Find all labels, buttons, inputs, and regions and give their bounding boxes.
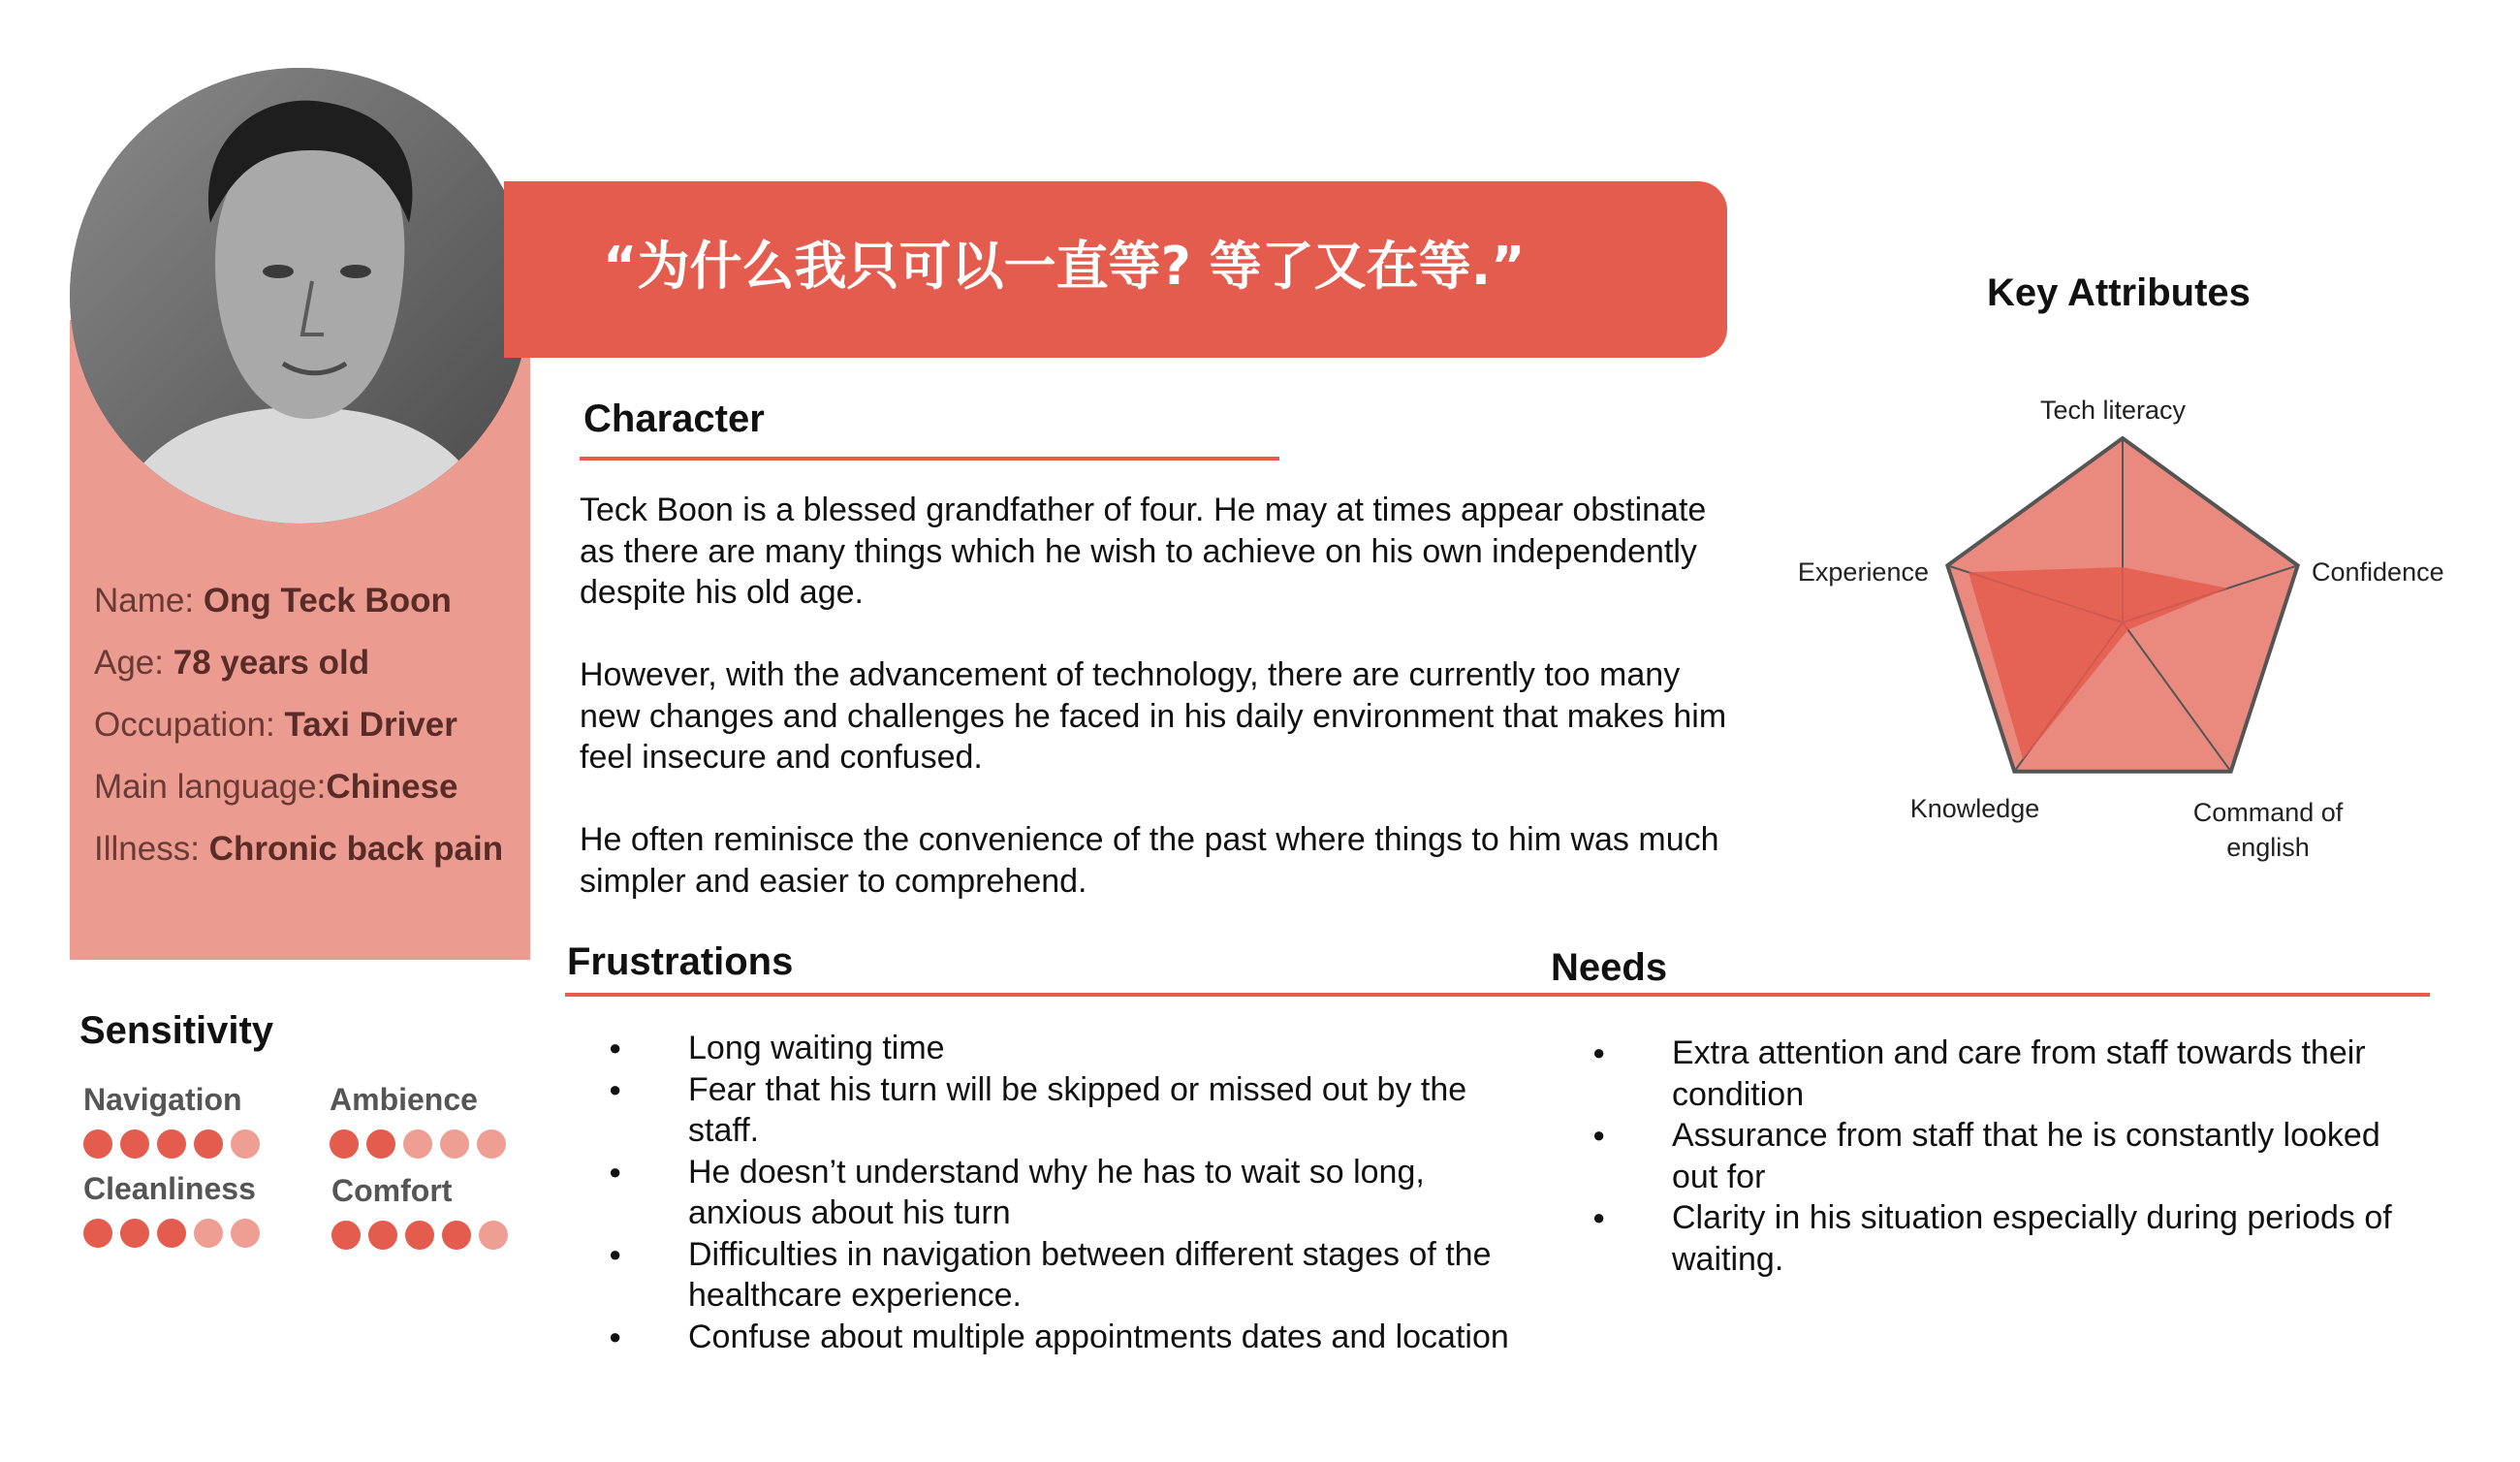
key-attributes-radar-chart xyxy=(1919,407,2365,805)
key-attributes-heading: Key Attributes xyxy=(1987,271,2251,314)
character-divider xyxy=(580,457,1279,461)
rating-dot-filled xyxy=(330,1129,359,1159)
radar-axis-label: Command of english xyxy=(2192,798,2344,862)
persona-photo-image xyxy=(70,68,530,524)
sensitivity-label: Navigation xyxy=(83,1082,242,1117)
list-item: ● Difficulties in navigation between different stages of the healthcare experience. xyxy=(609,1234,1520,1317)
profile-occupation: Occupation: Taxi Driver xyxy=(94,706,457,744)
radar-axis-label: Experience xyxy=(1797,557,1929,587)
sensitivity-ambience xyxy=(330,1082,506,1159)
needs-list xyxy=(1592,1033,2407,1280)
radar-axis-label: Confidence xyxy=(2312,557,2444,587)
frustrations-needs-divider xyxy=(565,993,2430,997)
persona-profile xyxy=(94,570,503,880)
rating-dot-empty xyxy=(403,1129,432,1159)
sensitivity-rating xyxy=(330,1129,506,1159)
rating-dot-filled xyxy=(120,1219,149,1248)
profile-illness: Illness: Chronic back pain xyxy=(94,830,504,868)
sensitivity-rating xyxy=(83,1129,260,1159)
radar-axis-label: Knowledge xyxy=(1909,794,2040,823)
rating-dot-filled xyxy=(157,1219,186,1248)
list-item: ● He doesn’t understand why he has to wait so long, anxious about his turn xyxy=(609,1152,1520,1234)
rating-dot-filled xyxy=(405,1221,434,1250)
sensitivity-label: Ambience xyxy=(330,1082,478,1117)
list-item: ● Extra attention and care from staff towards their condition xyxy=(1592,1033,2407,1115)
list-item: ● Assurance from staff that he is constantly looked out for xyxy=(1592,1115,2407,1197)
rating-dot-empty xyxy=(477,1129,506,1159)
rating-dot-empty xyxy=(231,1129,260,1159)
rating-dot-filled xyxy=(157,1129,186,1159)
frustrations-heading: Frustrations xyxy=(567,940,794,983)
character-paragraph: He often reminisce the convenience of the past where things to him was much simpler and easier to comprehend. xyxy=(580,821,1719,900)
rating-dot-filled xyxy=(366,1129,395,1159)
needs-heading: Needs xyxy=(1551,946,1668,989)
persona-photo xyxy=(70,68,530,524)
rating-dot-filled xyxy=(331,1221,361,1250)
character-description xyxy=(580,490,1743,943)
list-item: ● Confuse about multiple appointments dates and location xyxy=(609,1317,1520,1358)
sensitivity-heading: Sensitivity xyxy=(79,1009,274,1052)
rating-dot-filled xyxy=(83,1129,112,1159)
sensitivity-comfort xyxy=(331,1173,508,1250)
character-heading: Character xyxy=(583,397,765,440)
frustrations-list xyxy=(609,1028,1520,1357)
radar-axis-label: Tech literacy xyxy=(2039,396,2187,425)
rating-dot-filled xyxy=(442,1221,471,1250)
list-item: ● Fear that his turn will be skipped or missed out by the staff. xyxy=(609,1069,1520,1152)
rating-dot-empty xyxy=(231,1219,260,1248)
character-paragraph: Teck Boon is a blessed grandfather of four. He may at times appear obstinate as there are many things which he wish to achieve on his own independently despite his old age. xyxy=(580,492,1707,611)
rating-dot-filled xyxy=(194,1129,223,1159)
rating-dot-filled xyxy=(83,1219,112,1248)
character-paragraph: However, with the advancement of technology, there are currently too many new changes and challenges he faced in his daily environment that makes him feel insecure and confused. xyxy=(580,656,1727,776)
profile-age: Age: 78 years old xyxy=(94,644,370,682)
persona-quote: “为什么我只可以一直等? 等了又在等.” xyxy=(603,236,1526,297)
list-item: ● Clarity in his situation especially during periods of waiting. xyxy=(1592,1197,2407,1280)
sensitivity-label: Comfort xyxy=(331,1173,453,1208)
profile-main-language: Main language:Chinese xyxy=(94,768,458,806)
rating-dot-empty xyxy=(479,1221,508,1250)
sensitivity-rating xyxy=(83,1219,260,1248)
rating-dot-empty xyxy=(194,1219,223,1248)
rating-dot-empty xyxy=(440,1129,469,1159)
sensitivity-label: Cleanliness xyxy=(83,1171,256,1206)
rating-dot-filled xyxy=(368,1221,397,1250)
list-item: ● Long waiting time xyxy=(609,1028,1520,1069)
sensitivity-rating xyxy=(331,1221,508,1250)
sensitivity-cleanliness xyxy=(83,1171,260,1248)
profile-name: Name: Ong Teck Boon xyxy=(94,582,452,620)
sensitivity-navigation xyxy=(83,1082,260,1159)
rating-dot-filled xyxy=(120,1129,149,1159)
